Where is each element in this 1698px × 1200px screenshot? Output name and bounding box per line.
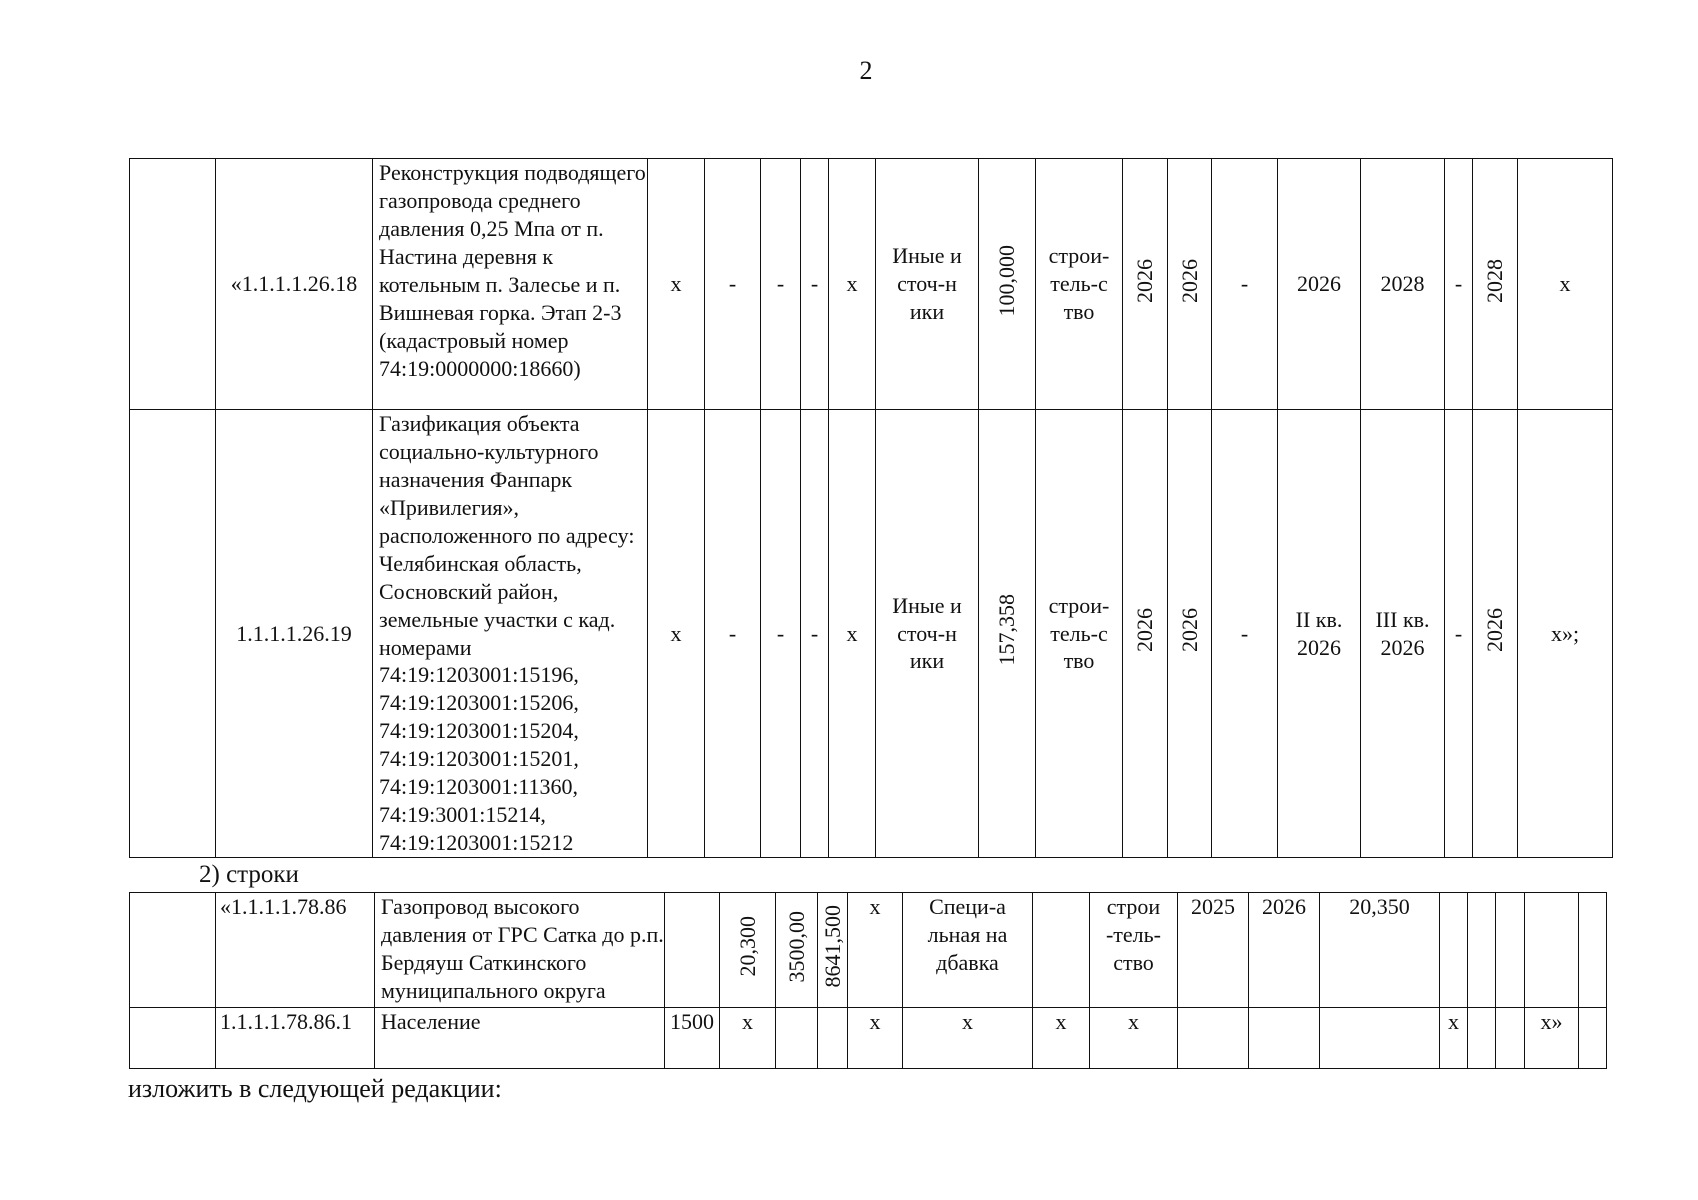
- funding-source: Иные источ-ники: [876, 159, 979, 410]
- cell: -: [761, 159, 801, 410]
- year-value: 2026: [1176, 608, 1202, 653]
- year-value: 2026: [1132, 608, 1158, 653]
- section-label-edit: изложить в следующей редакции:: [128, 1074, 502, 1103]
- cell: х: [848, 893, 903, 1008]
- cell: х»;: [1518, 410, 1613, 858]
- value-cell: [1320, 1008, 1440, 1069]
- year-value: 2026: [1132, 258, 1158, 303]
- cell: х: [648, 159, 705, 410]
- start-cell: 2026: [1278, 159, 1361, 410]
- value-text: 20,300: [734, 916, 760, 977]
- table-row: [130, 893, 1607, 1008]
- year-value: 2026: [1176, 258, 1202, 303]
- cell: х: [848, 1008, 903, 1069]
- amount-value: 157,358: [994, 594, 1020, 666]
- cell: х: [1518, 159, 1613, 410]
- cell: [1468, 893, 1496, 1008]
- cell: [1468, 1008, 1496, 1069]
- amount-cell: [979, 410, 1036, 858]
- cell: х: [1033, 1008, 1090, 1069]
- cell: х: [829, 410, 876, 858]
- row-description: Газопровод высокого давления от ГРС Сатка до р.п. Бердяуш Саткинского муниципального округа: [375, 893, 665, 1008]
- page-number: 2: [859, 56, 873, 85]
- year-cell: 2025: [1178, 893, 1249, 1008]
- cell: х»: [1525, 1008, 1579, 1069]
- cell: [1496, 893, 1525, 1008]
- cell: -: [1445, 410, 1473, 858]
- cell: х: [829, 159, 876, 410]
- year-cell: [1178, 1008, 1249, 1069]
- work-type: строи-тель-ство: [1036, 410, 1123, 858]
- year-cell: [1168, 159, 1212, 410]
- value-cell: [720, 893, 776, 1008]
- year-cell: 2026: [1249, 893, 1320, 1008]
- table-row: [130, 1008, 1607, 1069]
- end-cell: III кв. 2026: [1361, 410, 1445, 858]
- end-cell: 2028: [1361, 159, 1445, 410]
- cell: [818, 1008, 848, 1069]
- value-cell: 20,350: [1320, 893, 1440, 1008]
- row-description: Население: [375, 1008, 665, 1069]
- row-code: 1.1.1.1.78.86.1: [216, 1008, 375, 1069]
- year-cell: [1473, 410, 1518, 858]
- year-value: 2026: [1482, 608, 1508, 653]
- cell: [1579, 893, 1607, 1008]
- funding-source: Специ-альная надбавка: [903, 893, 1033, 1008]
- year-cell: [1168, 410, 1212, 858]
- cell: [1033, 893, 1090, 1008]
- cell: [1440, 893, 1468, 1008]
- year-cell: [1249, 1008, 1320, 1069]
- cell: [1496, 1008, 1525, 1069]
- value-text: 8641,500: [819, 905, 845, 988]
- row-code: «1.1.1.1.26.18: [216, 159, 373, 410]
- table-row: [130, 159, 1613, 410]
- year-cell: [1473, 159, 1518, 410]
- cell: -: [1445, 159, 1473, 410]
- empty-cell: [130, 893, 216, 1008]
- value-cell: [818, 893, 848, 1008]
- start-cell: II кв. 2026: [1278, 410, 1361, 858]
- cell: -: [801, 410, 829, 858]
- empty-cell: [130, 1008, 216, 1069]
- cell: -: [705, 159, 761, 410]
- cell: [776, 1008, 818, 1069]
- work-type: строи-тель-ство: [1090, 893, 1178, 1008]
- row-description: Реконструкция подводящего газопровода среднего давления 0,25 Мпа от п. Настина деревня к котельным п. Залесье и п. Вишневая горка. Этап 2-3 (кадастровый номер 74:19:0000000:18660): [373, 159, 648, 410]
- row-code: «1.1.1.1.78.86: [216, 893, 375, 1008]
- amount-cell: [979, 159, 1036, 410]
- table-lower: [129, 892, 1607, 1069]
- section-label-rows: 2) строки: [199, 861, 299, 888]
- cell: -: [1212, 159, 1278, 410]
- cell: 1500: [665, 1008, 720, 1069]
- row-description: Газификация объекта социально-культурного назначения Фанпарк «Привилегия», расположенного по адресу: Челябинская область, Сосновский район, земельные участки с кад. номерами 74:19:1203001:15196, 74:19:1203001:15206, 74:19:1203001:15204, 74:19:1203001:15201, 74:19:1203001:11360, 74:19:3001:15214, 74:19:1203001:15212: [373, 410, 648, 858]
- row-code: 1.1.1.1.26.19: [216, 410, 373, 858]
- table-row: [130, 410, 1613, 858]
- work-type: строи-тель-ство: [1036, 159, 1123, 410]
- cell: -: [801, 159, 829, 410]
- cell: -: [1212, 410, 1278, 858]
- cell: [1525, 893, 1579, 1008]
- cell: [665, 893, 720, 1008]
- cell: [1579, 1008, 1607, 1069]
- funding-source: Иные источ-ники: [876, 410, 979, 858]
- year-cell: [1123, 410, 1168, 858]
- cell: -: [705, 410, 761, 858]
- cell: х: [648, 410, 705, 858]
- cell: -: [761, 410, 801, 858]
- cell: х: [720, 1008, 776, 1069]
- table-upper: [129, 158, 1613, 858]
- amount-value: 100,000: [994, 244, 1020, 317]
- value-cell: [776, 893, 818, 1008]
- empty-cell: [130, 410, 216, 858]
- value-text: 3500,00: [783, 910, 809, 983]
- cell: х: [1440, 1008, 1468, 1069]
- year-cell: [1123, 159, 1168, 410]
- work-type: х: [1090, 1008, 1178, 1069]
- funding-source: х: [903, 1008, 1033, 1069]
- year-value: 2028: [1482, 258, 1508, 303]
- empty-cell: [130, 159, 216, 410]
